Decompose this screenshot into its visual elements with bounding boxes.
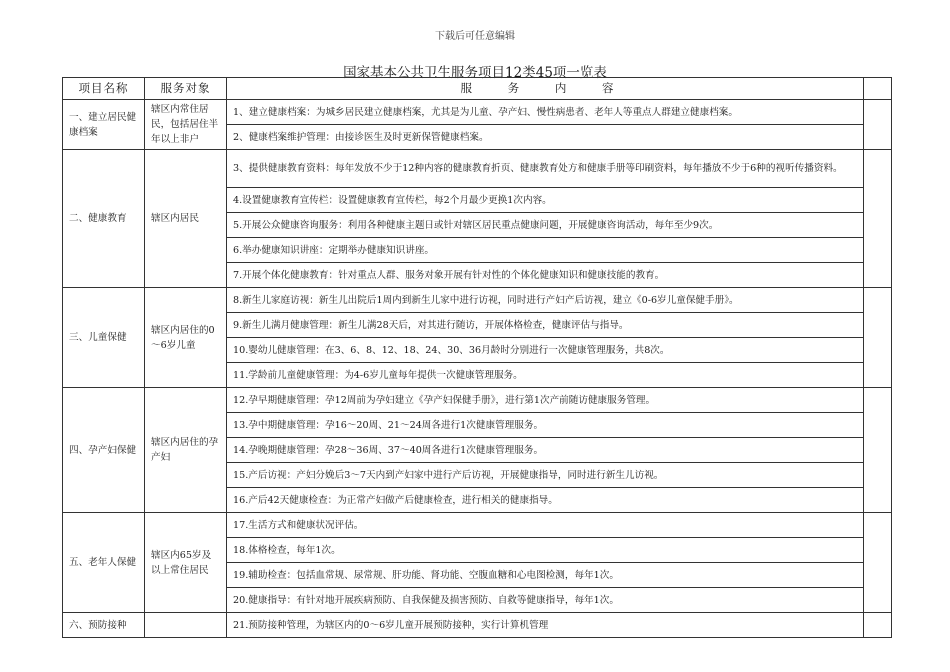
service-item: 6.举办健康知识讲座：定期举办健康知识讲座。	[227, 238, 864, 263]
group-target: 辖区内居住的孕产妇	[145, 388, 227, 513]
blank-cell	[864, 613, 892, 638]
service-item: 18.体格检查，每年1次。	[227, 538, 864, 563]
service-table-body	[63, 78, 892, 638]
service-item: 11.学龄前儿童健康管理：为4-6岁儿童每年提供一次健康管理服务。	[227, 363, 864, 388]
service-item: 9.新生儿满月健康管理：新生儿满28天后，对其进行随访，开展体格检查，健康评估与指导。	[227, 313, 864, 338]
group-target	[145, 100, 227, 150]
table-row	[63, 388, 892, 413]
group-target: 辖区内65岁及以上常住居民	[145, 513, 227, 613]
service-item: 1、建立健康档案：为城乡居民建立健康档案，尤其是为儿童、孕产妇、慢性病患者、老年人等重点人群建立健康档案。	[227, 100, 864, 125]
service-item: 15.产后访视：产妇分娩后3～7天内到产妇家中进行产后访视，开展健康指导，同时进行新生儿访视。	[227, 463, 864, 488]
header-note: 下载后可任意编辑	[435, 31, 515, 42]
column-header-content: 服 务 内 容	[227, 78, 864, 100]
table-row	[63, 613, 892, 638]
service-item: 12.孕早期健康管理：孕12周前为孕妇建立《孕产妇保健手册》，进行第1次产前随访健康服务管理。	[227, 388, 864, 413]
blank-cell	[864, 288, 892, 388]
table-row	[63, 288, 892, 313]
service-item: 2、健康档案维护管理：由接诊医生及时更新保管健康档案。	[227, 125, 864, 150]
group-name: 六、预防接种	[63, 613, 145, 638]
column-header-blank	[864, 78, 892, 100]
service-table	[62, 77, 892, 638]
blank-cell	[864, 100, 892, 150]
table-row	[63, 513, 892, 538]
column-header-target: 服务对象	[145, 78, 227, 100]
service-item: 10.婴幼儿健康管理：在3、6、8、12、18、24、30、36月龄时分别进行一次健康管理服务，共8次。	[227, 338, 864, 363]
service-item: 7.开展个体化健康教育：针对重点人群、服务对象开展有针对性的个体化健康知识和健康技能的教育。	[227, 263, 864, 288]
group-target: 辖区内居住的0～6岁儿童	[145, 288, 227, 388]
service-item: 5.开展公众健康咨询服务：利用各种健康主题日或针对辖区居民重点健康问题，开展健康咨询活动，每年至少9次。	[227, 213, 864, 238]
group-target-text: 辖区内常住居民，包括居住半年以上非户	[151, 104, 219, 145]
table-row	[63, 100, 892, 125]
service-item: 16.产后42天健康检查：为正常产妇做产后健康检查，进行相关的健康指导。	[227, 488, 864, 513]
service-item: 21.预防接种管理，为辖区内的0～6岁儿童开展预防接种，实行计算机管理	[227, 613, 864, 638]
group-target	[145, 613, 227, 638]
service-item: 4.设置健康教育宣传栏：设置健康教育宣传栏，每2个月最少更换1次内容。	[227, 188, 864, 213]
blank-cell	[864, 513, 892, 613]
group-target: 辖区内居民	[145, 150, 227, 288]
service-item: 17.生活方式和健康状况评估。	[227, 513, 864, 538]
document-title: 国家基本公共卫生服务项目12类45项一览表	[343, 65, 607, 81]
table-row	[63, 150, 892, 188]
group-name: 二、健康教育	[63, 150, 145, 288]
service-item: 20.健康指导：有针对地开展疾病预防、自我保健及损害预防、自救等健康指导，每年1次。	[227, 588, 864, 613]
table-header-row	[63, 78, 892, 100]
blank-cell	[864, 150, 892, 288]
service-item: 13.孕中期健康管理：孕16～20周、21～24周各进行1次健康管理服务。	[227, 413, 864, 438]
group-name: 五、老年人保健	[63, 513, 145, 613]
group-name: 三、儿童保健	[63, 288, 145, 388]
service-item: 3、提供健康教育资料：每年发放不少于12种内容的健康教育折页、健康教育处方和健康手册等印刷资料，每年播放不少于6种的视听传播资料。	[227, 150, 864, 188]
group-name: 四、孕产妇保健	[63, 388, 145, 513]
service-item: 14.孕晚期健康管理：孕28～36周、37～40周各进行1次健康管理服务。	[227, 438, 864, 463]
group-name: 一、建立居民健康档案	[63, 100, 145, 150]
column-header-project: 项目名称	[63, 78, 145, 100]
blank-cell	[864, 388, 892, 513]
service-item: 19.辅助检查：包括血常规、尿常规、肝功能、肾功能、空腹血糖和心电图检测，每年1次。	[227, 563, 864, 588]
service-item: 8.新生儿家庭访视：新生儿出院后1周内到新生儿家中进行访视，同时进行产妇产后访视，建立《0-6岁儿童保健手册》。	[227, 288, 864, 313]
